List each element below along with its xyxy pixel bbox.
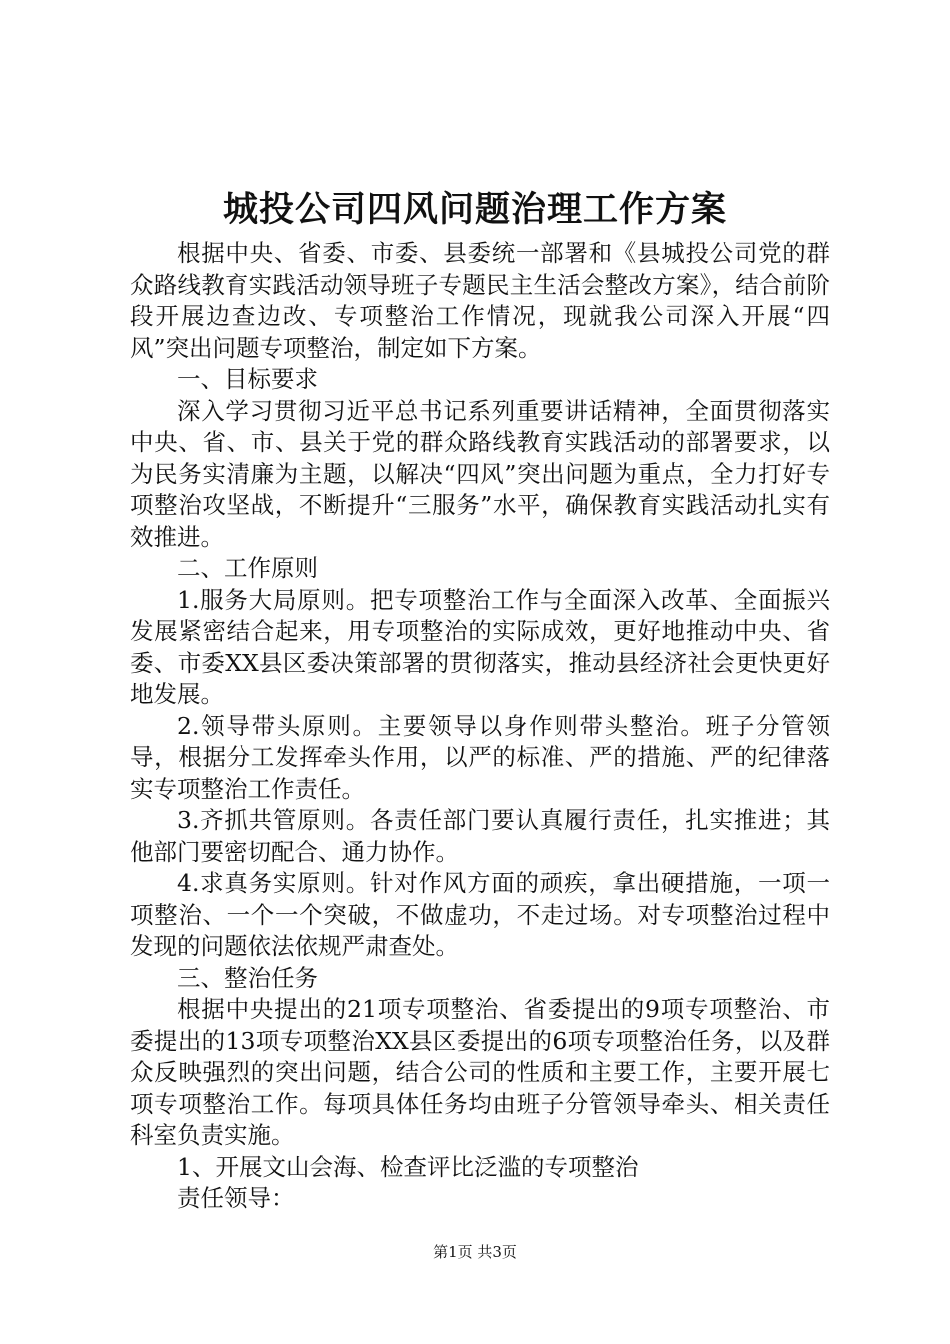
intro-paragraph: 根据中央、省委、市委、县委统一部署和《县城投公司党的群众路线教育实践活动领导班子专题民主生活会整改方案》，结合前阶段开展边查边改、专项整治工作情况，现就我公司深入开展“四风”突出问题专项整治，制定如下方案。 [130, 239, 830, 362]
principle-item-4: 4.求真务实原则。针对作风方面的顽疾，拿出硬措施，一项一项整治、一个一个突破，不做虚功，不走过场。对专项整治过程中发现的问题依法依规严肃查处。 [130, 869, 830, 960]
principle-item-2: 2.领导带头原则。主要领导以身作则带头整治。班子分管领导，根据分工发挥牵头作用，以严的标准、严的措施、严的纪律落实专项整治工作责任。 [130, 711, 830, 803]
principle-item-1: 1.服务大局原则。把专项整治工作与全面深入改革、全面振兴发展紧密结合起来，用专项整治的实际成效，更好地推动中央、省委、市委XX县区委决策部署的贯彻落实，推动县经济社会更快更好地发展。 [130, 585, 830, 708]
document-title: 城投公司四风问题治理工作方案 [222, 189, 727, 230]
tasks-paragraph: 根据中央提出的21项专项整治、省委提出的9项专项整治、市委提出的13项专项整治XX县区委提出的6项专项整治任务，以及群众反映强烈的突出问题，结合公司的性质和主要工作，主要开展七项专项整治工作。每项具体任务均由班子分管领导牵头、相关责任科室负责实施。 [130, 995, 830, 1149]
document-body [130, 238, 830, 1215]
section-heading-tasks: 三、整治任务 [177, 963, 318, 992]
section-heading-principles: 二、工作原则 [177, 554, 318, 582]
goals-paragraph: 深入学习贯彻习近平总书记系列重要讲话精神，全面贯彻落实中央、省、市、县关于党的群众路线教育实践活动的部署要求，以为民务实清廉为主题，以解决“四风”突出问题为重点，全力打好专项整治攻坚战，不断提升“三服务”水平，确保教育实践活动扎实有效推进。 [130, 396, 830, 551]
page-number-footer: 第1页 共3页 [433, 1243, 517, 1261]
section-heading-goals: 一、目标要求 [177, 365, 318, 393]
responsible-leader-label: 责任领导： [177, 1184, 295, 1212]
task-item-1-heading: 1、开展文山会海、检查评比泛滥的专项整治 [177, 1152, 639, 1181]
principle-item-3: 3.齐抓共管原则。各责任部门要认真履行责任，扎实推进；其他部门要密切配合、通力协作。 [130, 806, 830, 866]
